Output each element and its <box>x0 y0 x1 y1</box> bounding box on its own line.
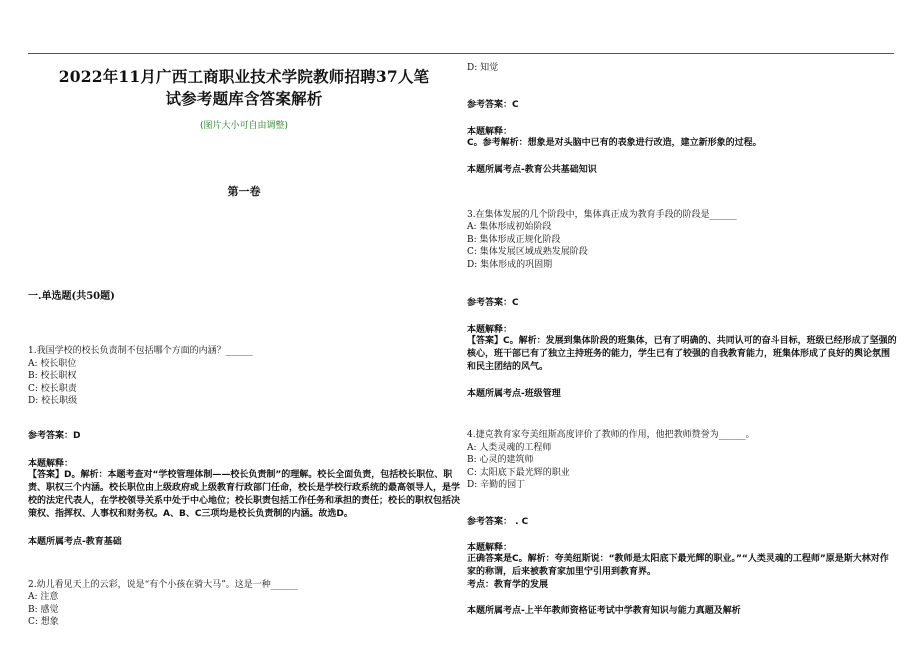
question-2-continued <box>467 62 897 175</box>
option-d: D: 校长职级 <box>28 396 78 406</box>
option-c: C: 校长职责 <box>28 383 77 394</box>
title-line-2: 试参考题库含答案解析 <box>165 89 323 108</box>
question-stem: 3.在集体发展的几个阶段中，集体真正成为教育手段的阶段是______ <box>467 209 737 220</box>
option-c: C: 太阳底下最光辉的职业 <box>467 467 570 478</box>
document-title <box>28 66 460 110</box>
option-b: B: 校长职权 <box>28 371 77 381</box>
option-c: C: 集体发展区域成熟发展阶段 <box>467 247 588 257</box>
option-d: D: 知觉 <box>467 63 499 73</box>
answer: 参考答案： . C <box>467 516 529 527</box>
option-d: D: 集体形成的巩固期 <box>467 259 553 270</box>
section-title: 一.单选题(共50题) <box>28 291 115 302</box>
question-stem: 1.我国学校的校长负责制不包括哪个方面的内涵？______ <box>28 346 253 356</box>
title-line-1: 2022年11月广西工商职业技术学院教师招聘37人笔 <box>58 67 430 86</box>
explanation: C。参考解析：想象是对头脑中已有的表象进行改造，建立新形象的过程。 <box>467 137 762 148</box>
explanation: 【答案】D。解析：本题考查对“学校管理体制——校长负责制”的理解。校长全面负责，包括校长职位、职责、职权三个内涵。校长职位由上级政府或上级教育行政部门任命，校长是学校行政系统的最高领导人，是学校的法定代表人，在学校领导关系中处于中心地位；校长职责包括工作任务和承担的责任；校长的职权包括决策权、指挥权、人事权和财务权。A、B、C三项均是校长负责制的内涵。故选D。 <box>28 469 461 519</box>
right-column <box>467 62 897 616</box>
top-rule <box>28 53 894 54</box>
explanation-heading: 本题解释： <box>467 325 513 335</box>
option-d: D: 辛勤的园丁 <box>467 480 526 490</box>
question-stem: 2.幼儿看见天上的云彩，说是“有个小孩在骑大马”。这是一种______ <box>28 579 298 590</box>
option-a: A: 集体形成初始阶段 <box>467 222 552 232</box>
answer: 参考答案：D <box>28 430 81 441</box>
explanation: 正确答案是C。解析：夸美纽斯说：“教师是太阳底下最光辉的职业。”“人类灵魂的工程师”原是斯大林对作家的称谓，后来被教育家加里宁引用到教育界。 <box>467 553 889 577</box>
question-4 <box>467 429 897 616</box>
explanation-heading: 本题解释： <box>467 126 513 137</box>
question-3 <box>467 209 897 400</box>
question-2 <box>28 579 460 629</box>
option-b: B: 集体形成正规化阶段 <box>467 234 561 245</box>
question-1 <box>28 345 460 547</box>
option-a: A: 注意 <box>28 592 59 602</box>
option-a: A: 校长职位 <box>28 358 77 369</box>
option-a: A: 人类灵魂的工程师 <box>467 442 552 453</box>
topic-point: 本题所属考点-上半年教师资格证考试中学教育知识与能力真题及解析 <box>467 605 741 616</box>
topic-point: 本题所属考点-教育公共基础知识 <box>467 164 597 175</box>
topic-line: 考点：教育学的发展 <box>467 579 549 590</box>
explanation: 【答案】C。解析：发展到集体阶段的班集体，已有了明确的、共同认可的奋斗目标，班级已经形成了坚强的核心，班干部已有了独立主持班务的能力，学生已有了较强的自我教育能力，班集体形成了良好的舆论氛围和民主团结的风气。 <box>467 336 897 372</box>
explanation-heading: 本题解释： <box>28 458 74 469</box>
part-title: 第一卷 <box>227 185 261 198</box>
option-b: B: 心灵的建筑师 <box>467 455 534 465</box>
topic-point: 本题所属考点-教育基础 <box>28 536 122 547</box>
image-size-note: (图片大小可自由调整) <box>199 121 289 131</box>
left-column <box>28 60 460 629</box>
question-stem: 4.捷克教育家夸美纽斯高度评价了教师的作用，他把教师赞誉为______。 <box>467 430 755 440</box>
answer: 参考答案：C <box>467 298 519 308</box>
answer: 参考答案：C <box>467 99 519 110</box>
option-b: B: 感觉 <box>28 604 59 615</box>
option-c: C: 想象 <box>28 617 59 627</box>
explanation-heading: 本题解释： <box>467 542 513 553</box>
topic-point: 本题所属考点-班级管理 <box>467 389 561 399</box>
